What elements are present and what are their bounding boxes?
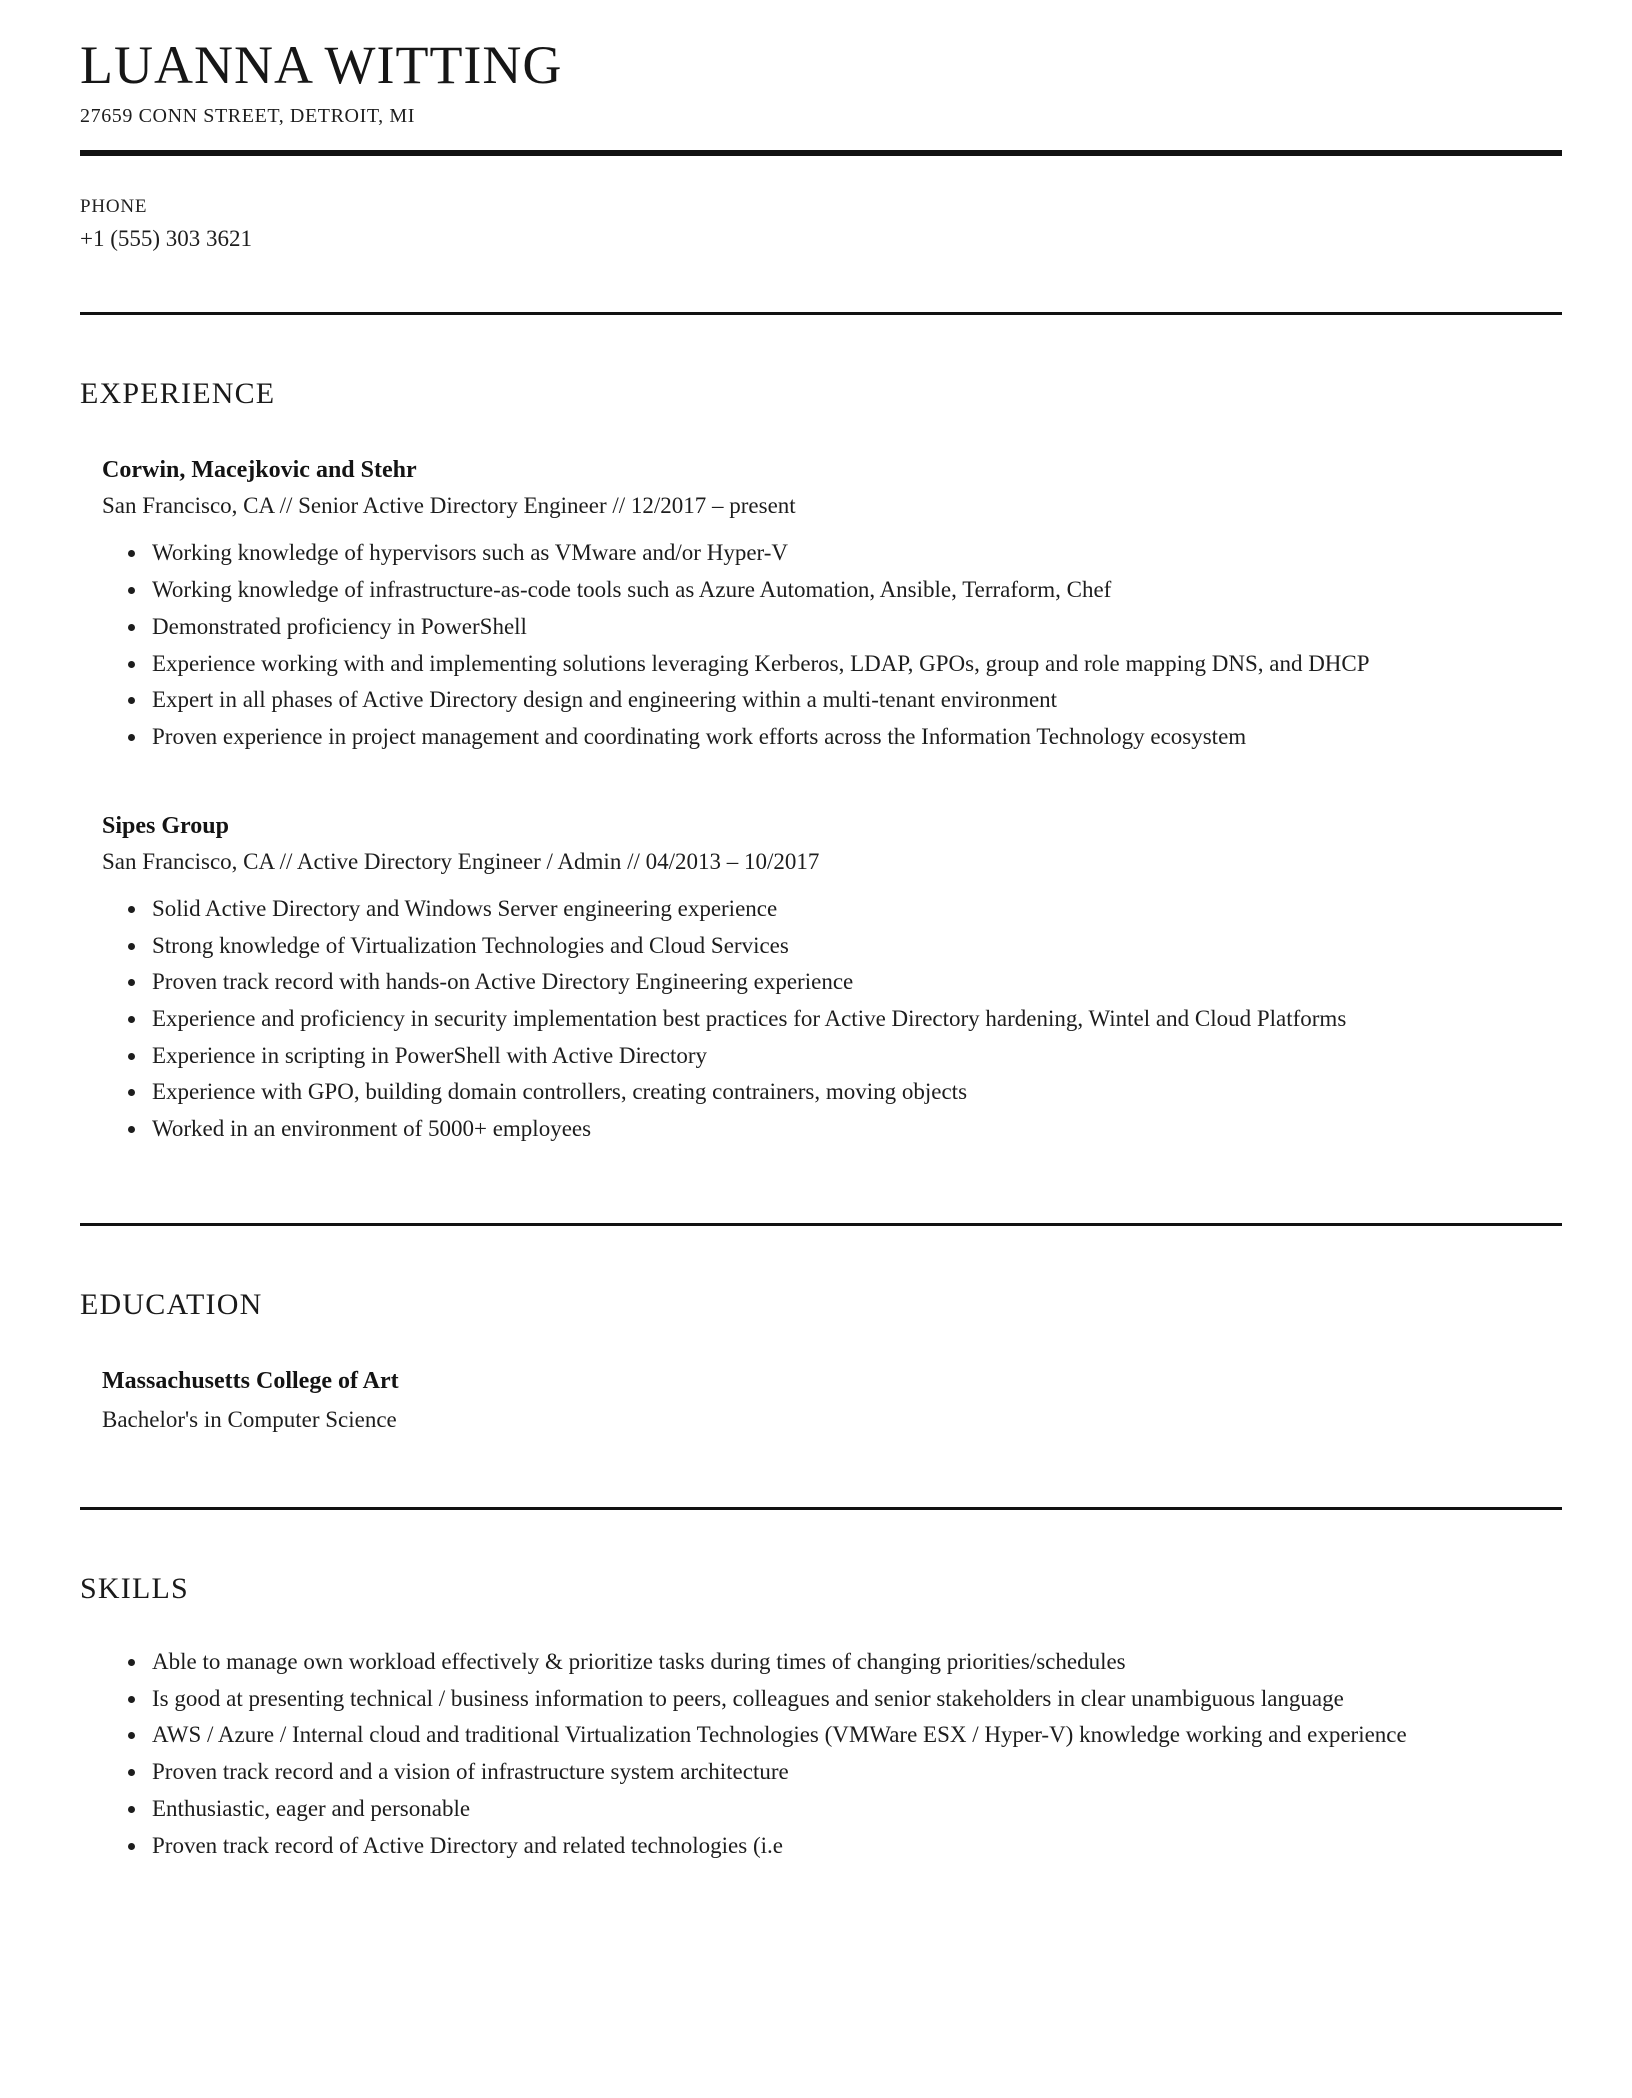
person-name: LUANNA WITTING xyxy=(80,35,563,95)
education-section xyxy=(80,1288,1562,1433)
bullet-item: • Experience and proficiency in security implementation best practices for Active Directory hardening, Wintel and Cloud Platforms xyxy=(148,1003,1562,1035)
job-meta: San Francisco, CA // Senior Active Directory Engineer // 12/2017 – present xyxy=(102,493,796,519)
experience-section xyxy=(80,377,1562,1145)
person-address: 27659 CONN STREET, DETROIT, MI xyxy=(80,105,416,128)
job-block xyxy=(102,813,1562,1145)
degree: Bachelor's in Computer Science xyxy=(102,1406,397,1432)
bullet-item: • Able to manage own workload effectively & prioritize tasks during times of changing priorities/schedules xyxy=(148,1646,1562,1678)
job-meta: San Francisco, CA // Active Directory Engineer / Admin // 04/2013 – 10/2017 xyxy=(102,848,820,874)
bullet-item: • Proven track record with hands-on Active Directory Engineering experience xyxy=(148,966,1562,998)
resume-header xyxy=(80,36,1562,128)
bullet-item: • Experience in scripting in PowerShell with Active Directory xyxy=(148,1040,1562,1072)
experience-title: EXPERIENCE xyxy=(80,377,276,411)
education-title: EDUCATION xyxy=(80,1287,263,1321)
job-block xyxy=(102,457,1562,752)
company-name: Sipes Group xyxy=(102,812,229,839)
bullet-item: • AWS / Azure / Internal cloud and traditional Virtualization Technologies (VMWare ESX / Hyper-V) knowledge working and experience xyxy=(148,1719,1562,1751)
bullet-item: • Enthusiastic, eager and personable xyxy=(148,1793,1562,1825)
experience-divider xyxy=(80,1223,1562,1226)
bullet-item: • Demonstrated proficiency in PowerShell xyxy=(148,611,1562,643)
job-bullet-list xyxy=(102,537,1562,752)
bullet-item: • Working knowledge of infrastructure-as-code tools such as Azure Automation, Ansible, Terraform, Chef xyxy=(148,574,1562,606)
school-name: Massachusetts College of Art xyxy=(102,1367,399,1394)
school-block xyxy=(102,1368,1562,1433)
phone-value: +1 (555) 303 3621 xyxy=(80,226,253,252)
bullet-item: • Proven track record and a vision of infrastructure system architecture xyxy=(148,1756,1562,1788)
bullet-item: • Proven experience in project management and coordinating work efforts across the Information Technology ecosystem xyxy=(148,721,1562,753)
company-name: Corwin, Macejkovic and Stehr xyxy=(102,457,417,484)
skills-bullet-list xyxy=(102,1646,1562,1861)
bullet-item: • Worked in an environment of 5000+ employees xyxy=(148,1113,1562,1145)
skills-title: SKILLS xyxy=(80,1571,189,1605)
skills-section xyxy=(80,1572,1562,1861)
bullet-item: • Strong knowledge of Virtualization Technologies and Cloud Services xyxy=(148,930,1562,962)
bullet-item: • Solid Active Directory and Windows Server engineering experience xyxy=(148,893,1562,925)
header-divider xyxy=(80,150,1562,156)
phone-label: PHONE xyxy=(80,196,148,218)
bullet-item: • Proven track record of Active Directory and related technologies (i.e xyxy=(148,1830,1562,1862)
skills-list xyxy=(102,1646,1562,1861)
bullet-item: • Expert in all phases of Active Directory design and engineering within a multi-tenant environment xyxy=(148,684,1562,716)
bullet-item: • Is good at presenting technical / business information to peers, colleagues and senior stakeholders in clear unambiguous language xyxy=(148,1683,1562,1715)
education-divider xyxy=(80,1507,1562,1510)
contact-divider xyxy=(80,312,1562,315)
bullet-item: • Working knowledge of hypervisors such as VMware and/or Hyper-V xyxy=(148,537,1562,569)
bullet-item: • Experience working with and implementing solutions leveraging Kerberos, LDAP, GPOs, group and role mapping DNS, and DHCP xyxy=(148,648,1562,680)
contact-section xyxy=(80,196,1562,252)
bullet-item: • Experience with GPO, building domain controllers, creating contrainers, moving objects xyxy=(148,1076,1562,1108)
job-bullet-list xyxy=(102,893,1562,1145)
